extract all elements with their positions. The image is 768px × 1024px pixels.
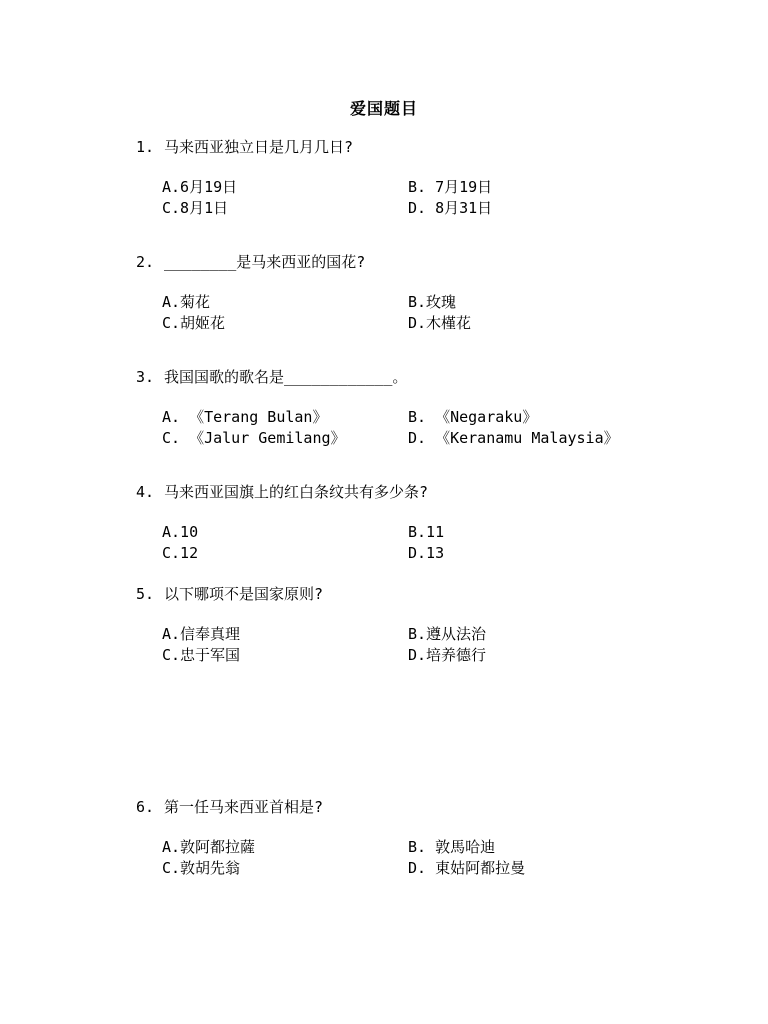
option-b: B.11 <box>408 523 445 541</box>
question-text: 以下哪项不是国家原则? <box>164 585 324 603</box>
question-number: 6. <box>136 798 155 816</box>
question-text: ________是马来西亚的国花? <box>164 253 366 271</box>
option-c: C.8月1日 <box>162 199 229 217</box>
option-c: C.敦胡先翁 <box>162 859 241 877</box>
option-c: C. 《Jalur Gemilang》 <box>162 429 346 447</box>
option-b: B.遵从法治 <box>408 625 487 643</box>
option-b: B. 《Negaraku》 <box>408 408 538 426</box>
question-number: 3. <box>136 368 155 386</box>
option-c: C.胡姬花 <box>162 314 226 332</box>
question-6 <box>136 797 636 879</box>
question-1 <box>136 137 636 219</box>
option-d: D. 東姑阿都拉曼 <box>408 859 526 877</box>
option-d: D. 《Keranamu Malaysia》 <box>408 429 619 447</box>
option-a: A. 《Terang Bulan》 <box>162 408 328 426</box>
question-text: 马来西亚独立日是几月几日? <box>164 138 354 156</box>
option-a: A.10 <box>162 523 199 541</box>
option-b: B. 7月19日 <box>408 178 493 196</box>
option-d: D. 8月31日 <box>408 199 493 217</box>
option-c: C.忠于军国 <box>162 646 241 664</box>
question-2 <box>136 252 636 334</box>
option-a: A.菊花 <box>162 293 211 311</box>
question-3 <box>136 367 636 449</box>
question-text: 马来西亚国旗上的红白条纹共有多少条? <box>164 483 429 501</box>
question-5 <box>136 584 636 666</box>
question-text: 我国国歌的歌名是____________。 <box>164 368 408 386</box>
question-number: 1. <box>136 138 155 156</box>
option-d: D.13 <box>408 544 445 562</box>
option-c: C.12 <box>162 544 199 562</box>
option-a: A.信奉真理 <box>162 625 241 643</box>
question-number: 2. <box>136 253 155 271</box>
question-text: 第一任马来西亚首相是? <box>164 798 324 816</box>
option-b: B. 敦馬哈迪 <box>408 838 496 856</box>
question-number: 5. <box>136 585 155 603</box>
page-title: 爱国题目 <box>349 99 418 118</box>
option-b: B.玫瑰 <box>408 293 457 311</box>
question-4 <box>136 482 636 564</box>
option-d: D.木槿花 <box>408 314 472 332</box>
option-d: D.培养德行 <box>408 646 487 664</box>
question-number: 4. <box>136 483 155 501</box>
option-a: A.6月19日 <box>162 178 238 196</box>
option-a: A.敦阿都拉薩 <box>162 838 256 856</box>
